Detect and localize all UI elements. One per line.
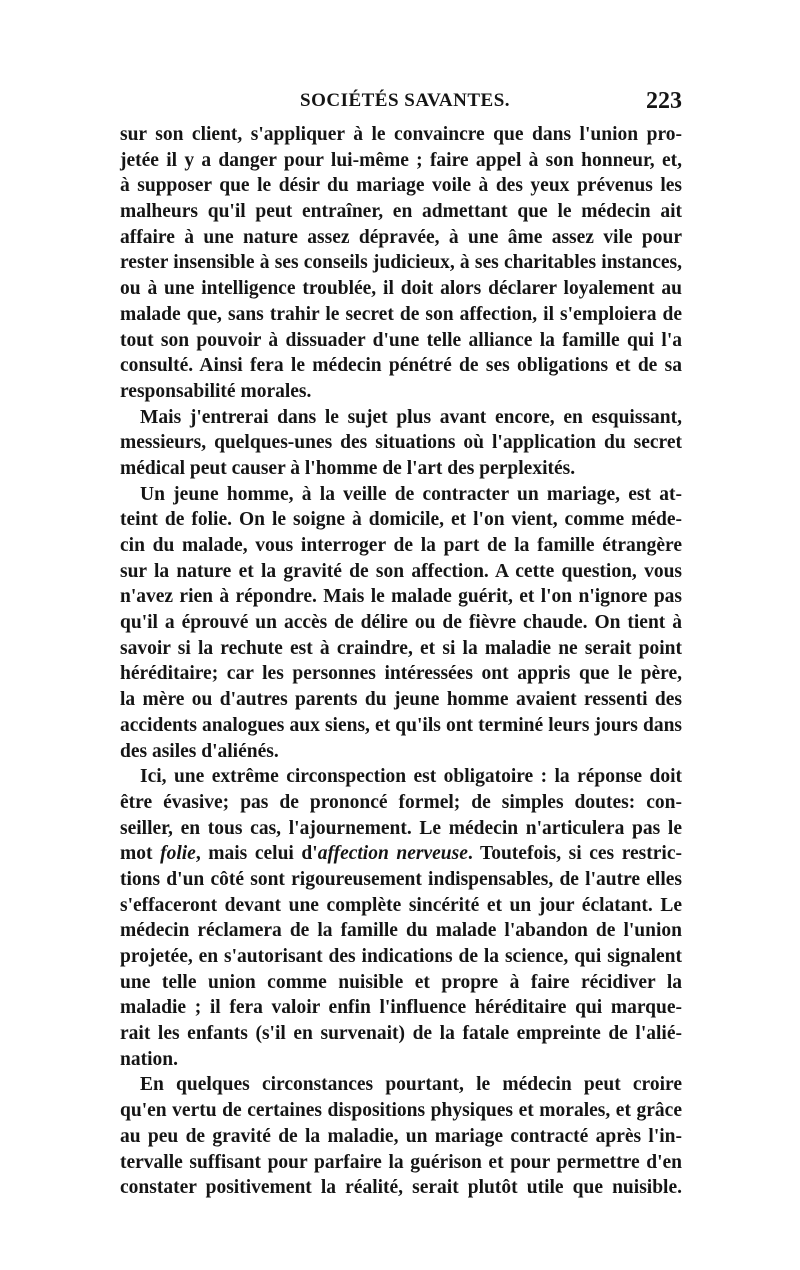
text-line: rester insensible à ses conseils judicieux, à ses charitables instances, xyxy=(120,252,682,274)
text-line: maladie ; il fera valoir enfin l'influence héréditaire qui marque- xyxy=(120,997,682,1019)
text-line: affaire à une nature assez dépravée, à une âme assez vile pour xyxy=(120,226,682,248)
text-line: constater positivement la réalité, serait plutôt utile que nuisible. xyxy=(120,1177,682,1199)
text-line: responsabilité morales. xyxy=(120,380,312,402)
text-line: héréditaire; car les personnes intéressées ont appris que le père, xyxy=(120,663,682,685)
text-line: malade que, sans trahir le secret de son affection, il s'emploiera de xyxy=(120,303,682,325)
text-line: la mère ou d'autres parents du jeune homme avaient ressenti des xyxy=(120,689,682,711)
text-line: En quelques circonstances pourtant, le médecin peut croire xyxy=(140,1074,682,1096)
text-line: seiller, en tous cas, l'ajournement. Le médecin n'articulera pas le xyxy=(120,817,682,839)
text-line: s'effaceront devant une complète sincérité et un jour éclatant. Le xyxy=(120,894,682,916)
text-line: cin du malade, vous interroger de la part de la famille étrangère xyxy=(120,535,682,556)
running-head: SOCIÉTÉS SAVANTES. xyxy=(300,90,511,111)
text-line: une telle union comme nuisible et propre à faire récidiver la xyxy=(120,971,682,993)
text-line: savoir si la rechute est à craindre, et si la maladie ne serait point xyxy=(120,637,682,659)
text-line: au peu de gravité de la maladie, un mariage contracté après l'in- xyxy=(120,1125,682,1147)
text-line: consulté. Ainsi fera le médecin pénétré de ses obligations et de sa xyxy=(120,355,682,377)
text-line: accidents analogues aux siens, et qu'ils ont terminé leurs jours dans xyxy=(120,714,682,736)
text-line: à supposer que le désir du mariage voile à des yeux prévenus les xyxy=(120,175,682,197)
text-line: nation. xyxy=(120,1048,178,1070)
italic-term: folie xyxy=(160,843,196,865)
text-line: projetée, en s'autorisant des indications de la science, qui signalent xyxy=(120,946,682,967)
text-line: malheurs qu'il peut entraîner, en admettant que le médecin ait xyxy=(120,201,682,223)
text-line: tions d'un côté sont rigoureusement indispensables, de l'autre elles xyxy=(120,868,682,890)
text-line xyxy=(120,841,682,867)
page-number: 223 xyxy=(646,88,682,114)
italic-term: affection nerveuse xyxy=(317,843,468,865)
body-text xyxy=(120,122,682,1201)
text-line: teint de folie. On le soigne à domicile, et l'on vient, comme méde- xyxy=(120,509,682,531)
text-line: médical peut causer à l'homme de l'art des perplexités. xyxy=(120,457,576,479)
text-line: tout son pouvoir à dissuader d'une telle alliance la famille qui l'a xyxy=(120,329,682,351)
text-line: être évasive; pas de prononcé formel; de simples doutes: con- xyxy=(120,791,682,813)
text-line: n'avez rien à répondre. Mais le malade guérit, et l'on n'ignore pas xyxy=(120,586,682,608)
text-line: tervalle suffisant pour parfaire la guérison et pour permettre d'en xyxy=(120,1151,682,1173)
text-span: , mais celui d' xyxy=(195,843,318,865)
text-line: médecin réclamera de la famille du malade l'abandon de l'union xyxy=(120,920,682,942)
text-line: des asiles d'aliénés. xyxy=(120,740,279,762)
text-line: rait les enfants (s'il en survenait) de la fatale empreinte de l'alié- xyxy=(120,1023,682,1045)
text-line: sur la nature et la gravité de son affection. A cette question, vous xyxy=(120,560,682,582)
text-span: . Toutefois, si ces restric- xyxy=(467,843,682,865)
text-span: mot xyxy=(120,843,161,865)
text-line: qu'il a éprouvé un accès de délire ou de fièvre chaude. On tient à xyxy=(120,612,682,634)
text-line: ou à une intelligence troublée, il doit alors déclarer loyalement au xyxy=(120,278,682,300)
text-line: messieurs, quelques-unes des situations où l'application du secret xyxy=(120,432,682,454)
text-line: Un jeune homme, à la veille de contracter un mariage, est at- xyxy=(140,483,682,505)
text-line: Mais j'entrerai dans le sujet plus avant encore, en esquissant, xyxy=(140,406,682,428)
page-header xyxy=(120,88,682,118)
text-line: qu'en vertu de certaines dispositions physiques et morales, et grâce xyxy=(120,1100,682,1122)
text-line: jetée il y a danger pour lui-même ; faire appel à son honneur, et, xyxy=(120,149,682,171)
text-line: Ici, une extrême circonspection est obligatoire : la réponse doit xyxy=(140,766,682,788)
text-line: sur son client, s'appliquer à le convaincre que dans l'union pro- xyxy=(120,124,682,145)
